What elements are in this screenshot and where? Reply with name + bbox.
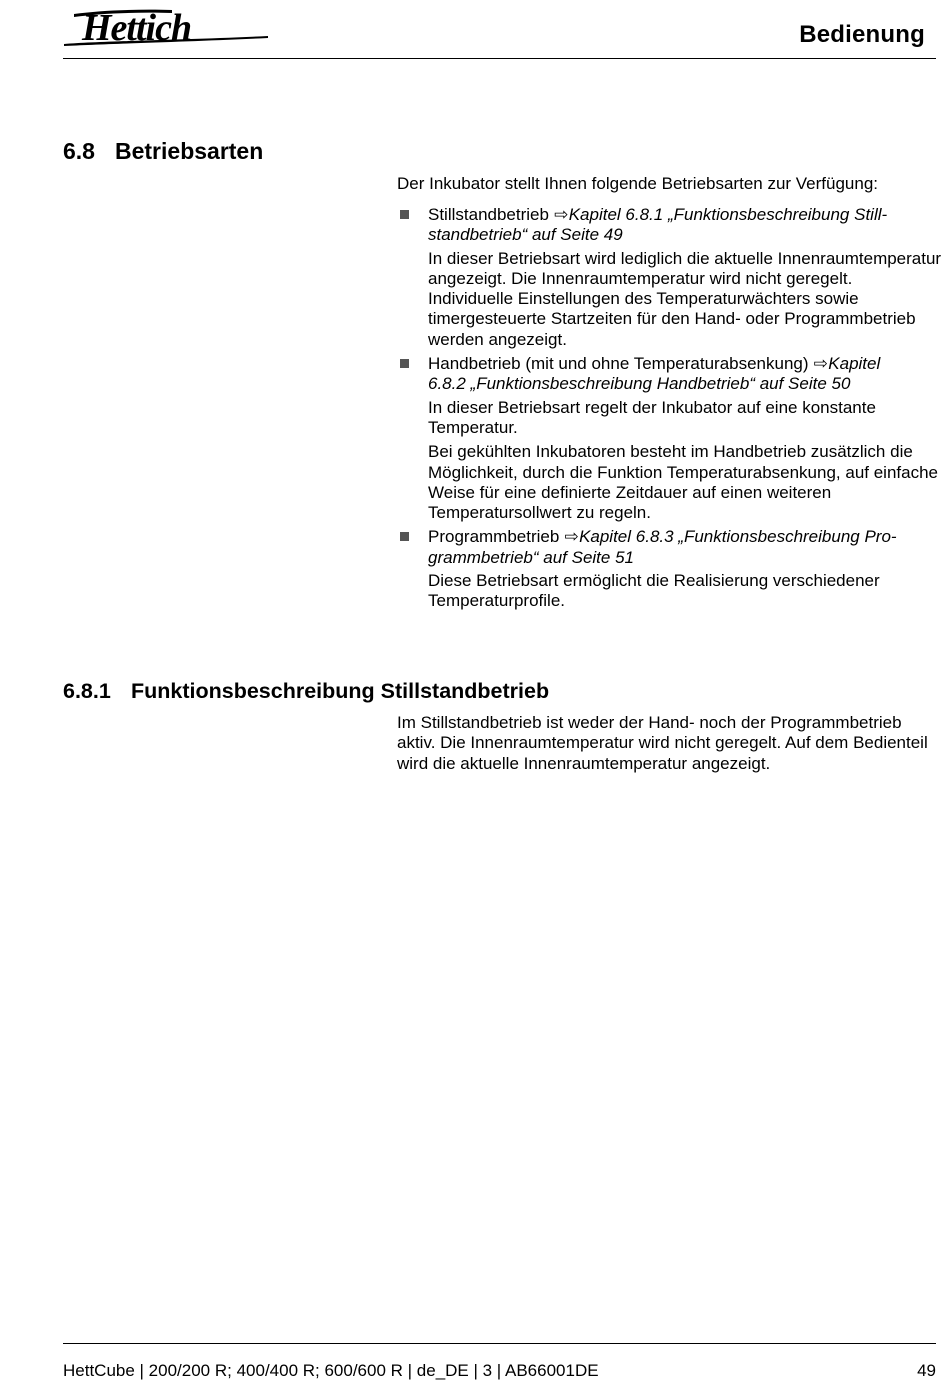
- reference-arrow-icon: ⇨: [564, 527, 579, 547]
- hettich-logo: [62, 6, 272, 50]
- reference-arrow-icon: ⇨: [554, 205, 569, 224]
- footer-document-info: HettCube | 200/200 R; 400/400 R; 600/600 R | de_DE | 3 | AB66001DE: [63, 1361, 599, 1380]
- section-heading-6-8: [63, 138, 263, 165]
- footer-rule: [63, 1343, 936, 1344]
- cross-reference-link[interactable]: Kapitel 6.8.2 „Funktionsbeschreibung Handbetrieb“ auf Seite 50: [428, 354, 881, 394]
- intro-paragraph: Der Inkubator stellt Ihnen folgende Betriebsarten zur Verfügung:: [397, 174, 879, 193]
- page-number: 49: [917, 1361, 936, 1380]
- section-heading-6-8-1: [63, 679, 549, 704]
- header-rule: [63, 58, 936, 59]
- cross-reference-link[interactable]: Kapitel 6.8.1 „Funktionsbeschreibung Still- standbetrieb“ auf Seite 49: [428, 205, 888, 245]
- item-description: Diese Betriebsart ermöglicht die Realisierung verschiedener Temperaturprofile.: [428, 571, 880, 611]
- item-description: In dieser Betriebsart regelt der Inkubator auf eine konstante Temperatur.: [428, 397, 876, 437]
- square-bullet-icon: [400, 359, 409, 368]
- item-label: Handbetrieb (mit und ohne Temperaturabsenkung): [428, 354, 809, 374]
- section-title: Betriebsarten: [115, 138, 264, 164]
- section-number: 6.8: [63, 138, 95, 164]
- cross-reference-link[interactable]: Kapitel 6.8.3 „Funktionsbeschreibung Pro- grammbetrieb“ auf Seite 51: [428, 527, 897, 567]
- item-label: Stillstandbetrieb: [428, 205, 549, 224]
- item-label: Programmbetrieb: [428, 527, 560, 547]
- mode-list: [397, 205, 942, 616]
- reference-arrow-icon: ⇨: [813, 354, 828, 374]
- list-item: [397, 205, 942, 350]
- section-body: Im Stillstandbetrieb ist weder der Hand- noch der Programmbetrieb aktiv. Die Innenraumtemperatur wird nicht geregelt. Auf dem Bedienteil wird die aktuelle Innenraumtemperatur angezeigt.: [397, 713, 928, 773]
- svg-text:Hettich: Hettich: [82, 7, 192, 49]
- section-title: Funktionsbeschreibung Stillstandbetrieb: [131, 679, 550, 703]
- list-item: [397, 527, 942, 611]
- square-bullet-icon: [400, 210, 409, 219]
- list-item: [397, 354, 942, 523]
- item-description: In dieser Betriebsart wird lediglich die aktuelle Innenraumtemperatur angezeigt. Die Innenraumtemperatur wird nicht geregelt. Individuelle Einstellungen des Temperaturwächters sowie timergesteuerte Startzeiten für den Hand- oder Programmbetrieb werden angezeigt.: [428, 248, 942, 349]
- square-bullet-icon: [400, 532, 409, 541]
- item-description: Bei gekühlten Inkubatoren besteht im Handbetrieb zusätzlich die Möglichkeit, durch die Funktion Temperaturabsenkung, auf einfache Weise für eine definierte Zeitdauer auf einen weiteren Temperatursollwert zu regeln.: [428, 442, 938, 523]
- header-section-title: Bedienung: [799, 21, 925, 48]
- section-number: 6.8.1: [63, 679, 111, 703]
